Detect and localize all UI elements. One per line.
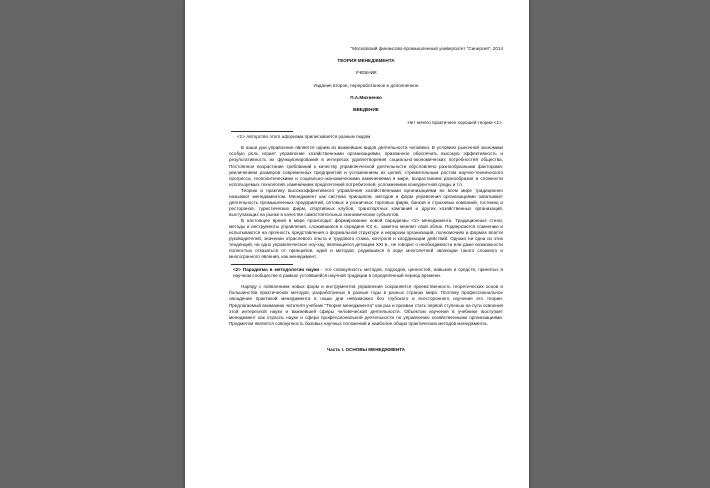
paragraph-1: В наши дни управление является одним из важнейших видов деятельности человека. В условиях рыночной экономики особую роль играет управление хозяйственными организациями, призванное обеспечить высокую эффективность и результативность их функционирования в интересах удовлетворения социально-экономических потребностей общества. Постоянное возрастание требований к качеству управленческой деятельности обусловлено разнообразными факторами: увеличением размеров современных предприятий и усложнением их целей, стремительным ростом научно-технического прогресса, геополитическими и социально-экономическими изменениями в мире, возрастанием разнообразия и сложности используемых технологий, изменением предпочтений потребителей, усложнением конкурентной среды и т.п. [229, 145, 503, 187]
book-subtitle: УЧЕБНИК [355, 70, 377, 76]
university-line: "Московский финансово-промышленный университет "Синергия", 2014 [350, 46, 503, 51]
paragraph-3: В настоящее время в мире происходит формирование новой парадигмы <2> менеджмента. Традиционные стили, методы и инструменты управления, сложившиеся в середине XX в., заметно меняют свой облик. Подвергаются сомнению и испытываются на прочность представления о формальной структуре и иерархии организаций, полномочиях и формах власти руководителей, значении отраслевого опыта и трудового стажа, контроля и координации действий. Однако ни одна из этих тенденций, ни одно управленческое ноу-хау, являющееся детищем XXI в., не говорит о необходимости или даже возможности полностью отказаться от принципов, идей и методов, родившихся в ходе многолетней эволюции такого сложного и многогранного явления, как менеджмент. [229, 217, 503, 260]
author-name: П.А.Михненко [350, 95, 382, 101]
page-content [229, 46, 503, 353]
footnote-separator [231, 131, 293, 132]
epigraph: Нет ничего практичнее хорошей теории <1>. [407, 120, 503, 126]
document-page [185, 0, 529, 488]
footnote-2-text: - это совокупность методов, подходов, ценностей, навыков и средств, принятых в научном сообществе в рамках устоявшейся научной традиции в определенный период времени. [233, 267, 504, 279]
paragraph-2: Теорию и практику высокоэффективного управления хозяйственными организациями во всем мире традиционно называют менеджментом. Менеджмент как система принципов, методов и форм управления организациями охватывает деятельность промышленных предприятий, оптовых и розничных торговых фирм, банков и страховых компаний, гостиниц и ресторанов, туристических фирм, спортивных клубов, транспортных компаний и других хозяйственных организаций, выступающих на рынке в качестве самостоятельных экономических субъектов. [229, 187, 503, 217]
footnote-2-term: <2> Парадигма в методологии науки [233, 267, 320, 273]
book-title: ТЕОРИЯ МЕНЕДЖМЕНТА [337, 58, 395, 64]
footnote-1: <1> Авторство этого афоризма приписывается разным людям. [237, 134, 372, 140]
footnote-separator-2 [231, 264, 293, 265]
section-heading: ВВЕДЕНИЕ [353, 107, 379, 113]
edition-line: Издание второе, переработанное и дополненное [313, 83, 419, 89]
part-heading: Часть I. ОСНОВЫ МЕНЕДЖМЕНТА [326, 346, 406, 352]
footnote-2 [233, 267, 503, 279]
paragraph-4: Наряду с появлением новых форм и инструментов управления сохраняется преемственность теоретических основ и большинства практических методов, разработанных в разные годы в разных странах мира. Поэтому профессиональное овладение практикой менеджмента в наши дни невозможно без глубокого и всестороннего изучения его теории. Предлагаемый вниманию читателя учебник "Теория менеджмента" как раз и призван стать первой ступенью на пути освоения этой интересной науки и важнейшей сферы человеческой деятельности. Объектом изучения в учебнике выступает менеджмент как отрасль науки и сфера профессиональной деятельности по управлению хозяйственными организациями. Предметом является совокупность базовых научных положений и наиболее общих практических методов менеджмента. [229, 284, 503, 326]
